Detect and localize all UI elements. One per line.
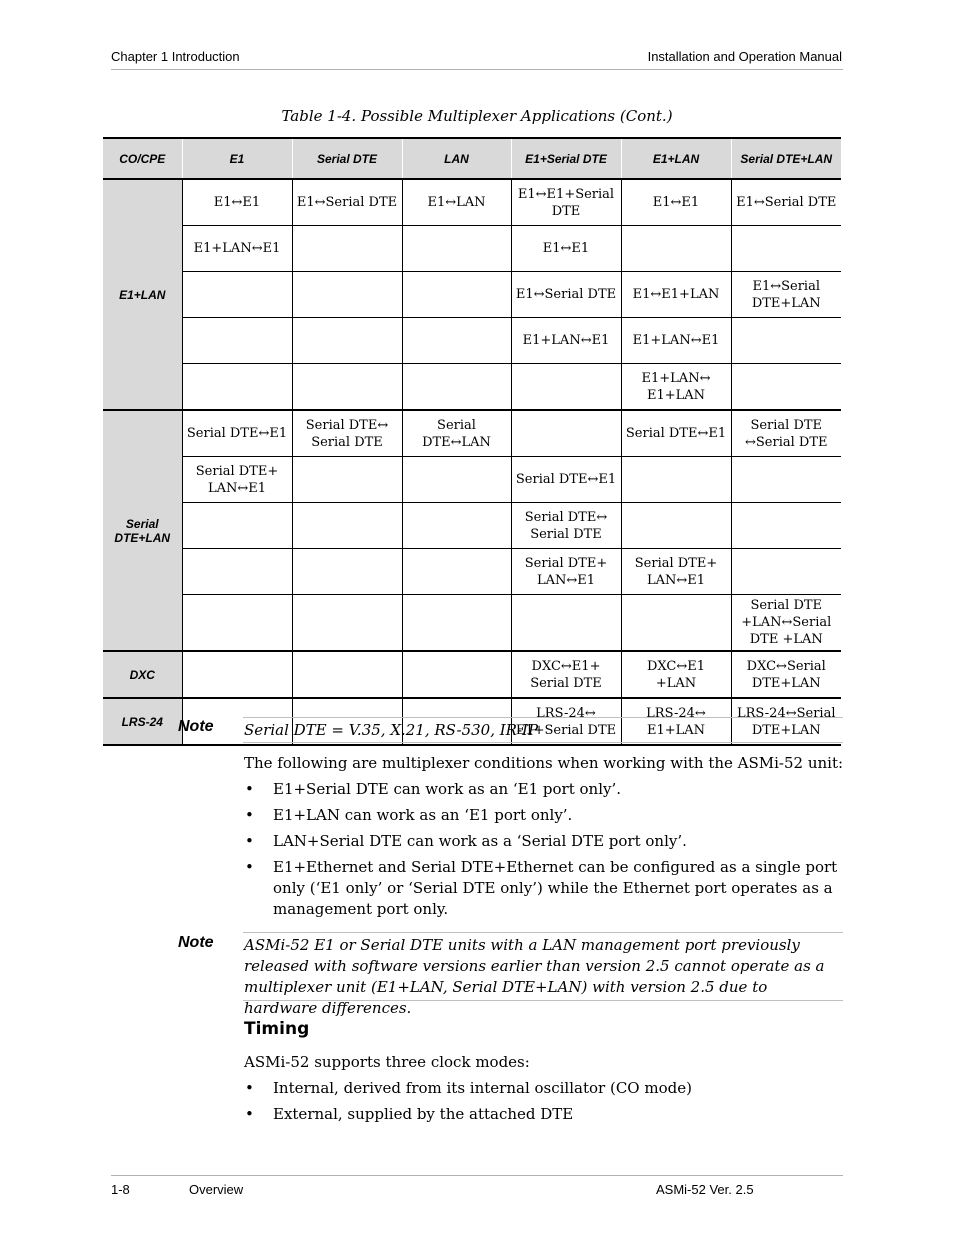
bullet-icon: • [245, 1105, 254, 1123]
table-cell [402, 595, 511, 652]
table-cell [621, 226, 731, 272]
table-cell [402, 364, 511, 411]
table-header-row [103, 138, 841, 179]
table-cell: E1+LAN↔E1 [182, 226, 292, 272]
table-cell: Serial DTE↔E1 [182, 410, 292, 457]
list-item [244, 1078, 844, 1099]
table-cell [292, 457, 402, 503]
column-header: CO/CPE [103, 138, 182, 179]
note-label: Note [178, 718, 214, 735]
table-cell [292, 364, 402, 411]
list-item-text: E1+LAN can work as an ‘E1 port only’. [273, 806, 573, 824]
table-cell [621, 503, 731, 549]
table-cell [182, 503, 292, 549]
table-row [103, 503, 841, 549]
table-cell: Serial DTE↔E1 [621, 410, 731, 457]
table-cell [731, 457, 841, 503]
multiplexer-applications-table [103, 137, 841, 746]
bullet-icon: • [245, 1079, 254, 1097]
table-cell [402, 272, 511, 318]
table-cell: LRS-24↔Serial DTE+LAN [731, 698, 841, 745]
table-cell [511, 410, 621, 457]
row-group-label: DXC [103, 651, 182, 698]
table-cell [731, 364, 841, 411]
header-chapter: Chapter 1 Introduction [111, 49, 240, 64]
column-header: Serial DTE+LAN [731, 138, 841, 179]
list-item-text: LAN+Serial DTE can work as a ‘Serial DTE port only’. [273, 832, 687, 850]
table-caption: Table 1-4. Possible Multiplexer Applications (Cont.) [281, 107, 673, 125]
conditions-intro: The following are multiplexer conditions when working with the ASMi-52 unit: [244, 754, 844, 772]
table-cell: DXC↔Serial DTE+LAN [731, 651, 841, 698]
table-cell [731, 503, 841, 549]
footer-product: ASMi-52 Ver. 2.5 [656, 1182, 754, 1197]
bullet-icon: • [245, 832, 254, 850]
table-cell: Serial DTE+ LAN↔E1 [621, 549, 731, 595]
table-row [103, 595, 841, 652]
column-header: LAN [402, 138, 511, 179]
list-item [244, 857, 844, 920]
clock-modes-list [244, 1078, 844, 1130]
column-header: Serial DTE [292, 138, 402, 179]
table-cell [731, 549, 841, 595]
table-cell [292, 226, 402, 272]
note-label: Note [178, 934, 214, 951]
table-cell: Serial DTE+ LAN↔E1 [511, 549, 621, 595]
table-cell [621, 457, 731, 503]
table-cell [621, 595, 731, 652]
section-heading-timing: Timing [244, 1019, 310, 1039]
table-cell [511, 364, 621, 411]
table-cell [182, 651, 292, 698]
table-cell: LRS-24↔ E1+LAN [621, 698, 731, 745]
table-row [103, 651, 841, 698]
table-cell: Serial DTE↔ Serial DTE [292, 410, 402, 457]
list-item [244, 1104, 844, 1125]
table-cell [402, 457, 511, 503]
table-cell [402, 651, 511, 698]
table-cell [292, 503, 402, 549]
list-item-text: Internal, derived from its internal oscillator (CO mode) [273, 1079, 692, 1097]
table-cell: E1↔Serial DTE [511, 272, 621, 318]
table-row [103, 410, 841, 457]
bullet-icon: • [245, 780, 254, 798]
table-cell: E1↔E1 [621, 179, 731, 226]
table-cell: Serial DTE↔E1 [511, 457, 621, 503]
table-cell [182, 595, 292, 652]
row-group-label: Serial DTE+LAN [103, 410, 182, 651]
table-row [103, 226, 841, 272]
table-cell: Serial DTE↔ Serial DTE [511, 503, 621, 549]
footer-section: Overview [189, 1182, 244, 1197]
table-cell [402, 318, 511, 364]
bullet-icon: • [245, 806, 254, 824]
table-row [103, 457, 841, 503]
table-row [103, 364, 841, 411]
table-cell: Serial DTE +LAN↔Serial DTE +LAN [731, 595, 841, 652]
table-cell: DXC↔E1+ Serial DTE [511, 651, 621, 698]
table-cell: E1↔E1+Serial DTE [511, 179, 621, 226]
table-row [103, 179, 841, 226]
list-item-text: E1+Ethernet and Serial DTE+Ethernet can be configured as a single port only (‘E1 only’ or ‘Serial DTE only’) while the Ethernet port operates as a management port only. [273, 858, 838, 918]
table-cell: Serial DTE+ LAN↔E1 [182, 457, 292, 503]
column-header: E1 [182, 138, 292, 179]
timing-intro: ASMi-52 supports three clock modes: [244, 1053, 530, 1071]
table-cell: E1↔E1 [182, 179, 292, 226]
table-cell: Serial DTE ↔Serial DTE [731, 410, 841, 457]
table-cell [292, 272, 402, 318]
table-cell [182, 272, 292, 318]
table-cell: E1↔Serial DTE+LAN [731, 272, 841, 318]
table-row [103, 549, 841, 595]
header-manual-title: Installation and Operation Manual [647, 49, 842, 64]
row-group-label: LRS-24 [103, 698, 182, 745]
table-cell: E1↔E1 [511, 226, 621, 272]
note-lan-compatibility: ASMi-52 E1 or Serial DTE units with a LAN management port previously released with software versions earlier than version 2.5 cannot operate as a multiplexer unit (E1+LAN, Serial DTE+LAN) with version 2.5 due to hardware differences. [243, 932, 843, 1001]
header-rule [111, 69, 843, 70]
table-cell [731, 318, 841, 364]
table-cell: E1+LAN↔ E1+LAN [621, 364, 731, 411]
table-cell [292, 318, 402, 364]
conditions-list [244, 779, 844, 925]
table-cell [292, 549, 402, 595]
table-row [103, 318, 841, 364]
footer-rule [111, 1175, 843, 1176]
table-cell: E1+LAN↔E1 [621, 318, 731, 364]
table-cell [292, 651, 402, 698]
table-cell: E1+LAN↔E1 [511, 318, 621, 364]
table-cell [511, 595, 621, 652]
table-cell: E1↔Serial DTE [292, 179, 402, 226]
table-cell: E1↔E1+LAN [621, 272, 731, 318]
table-cell [182, 318, 292, 364]
table-cell: E1↔Serial DTE [731, 179, 841, 226]
table-cell [402, 503, 511, 549]
table-cell [292, 595, 402, 652]
footer-page-number: 1-8 [111, 1182, 130, 1197]
table-cell: E1↔LAN [402, 179, 511, 226]
column-header: E1+LAN [621, 138, 731, 179]
table-cell: Serial DTE↔LAN [402, 410, 511, 457]
list-item-text: E1+Serial DTE can work as an ‘E1 port only’. [273, 780, 622, 798]
table-body [103, 179, 841, 745]
list-item [244, 805, 844, 826]
row-group-label: E1+LAN [103, 179, 182, 410]
table-cell [402, 549, 511, 595]
list-item-text: External, supplied by the attached DTE [273, 1105, 574, 1123]
table-cell: DXC↔E1 +LAN [621, 651, 731, 698]
table-cell [402, 226, 511, 272]
bullet-icon: • [245, 858, 254, 876]
table-row [103, 272, 841, 318]
list-item [244, 831, 844, 852]
note-serial-dte: Serial DTE = V.35, X.21, RS-530, IR-IP [243, 717, 843, 743]
table-cell [731, 226, 841, 272]
table-cell [182, 364, 292, 411]
column-header: E1+Serial DTE [511, 138, 621, 179]
list-item [244, 779, 844, 800]
table-cell: LRS-24↔ E1+Serial DTE [511, 698, 621, 745]
table-cell [182, 549, 292, 595]
